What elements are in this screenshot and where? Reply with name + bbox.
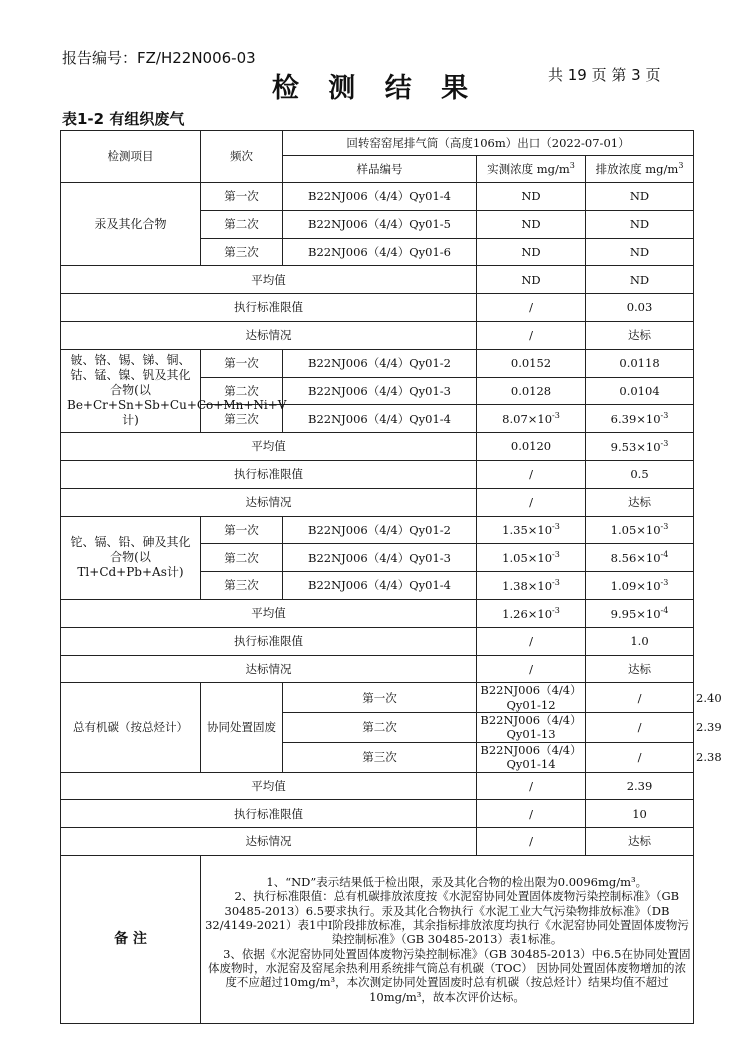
standard-limit-label: 执行标准限值 <box>61 627 477 655</box>
table-caption: 表1-2 有组织废气 <box>62 110 185 128</box>
remark-line: 2、执行标准限值：总有机碳排放浓度按《水泥窑协同处置固体废物污染控制标准》（GB 30485-2013）6.5要求执行。汞及其化合物执行《水泥工业大气污染物排放标准》（DB 32/4149-2021）表1中Ⅰ阶段排放标准，其余指标排放浓度均执行《水泥窑协同处置固体废物污染控制标准》（GB 30485-2013）表1标准。 <box>205 889 689 947</box>
sample-id: B22NJ006（4/4）Qy01-5 <box>283 210 477 238</box>
measured-value: / <box>586 742 694 772</box>
standard-limit-measured: / <box>477 627 586 655</box>
measured-value: $8.07\times 10^{-3}$ <box>477 405 586 433</box>
measured-value: / <box>586 713 694 743</box>
measured-value: ND <box>477 238 586 266</box>
sample-id: B22NJ006（4/4）Qy01-3 <box>283 377 477 405</box>
table-row <box>61 516 694 544</box>
page-count: 共 19 页 第 3 页 <box>548 66 661 84</box>
table-row <box>61 321 694 349</box>
sample-id: B22NJ006（4/4）Qy01-2 <box>283 349 477 377</box>
emission-value: ND <box>586 210 694 238</box>
emission-value: ND <box>586 183 694 211</box>
standard-limit-measured: / <box>477 800 586 828</box>
table-row: 总有机碳（按总烃计） 协同处置固废 第一次 B22NJ006（4/4）Qy01-12 / 2.40 <box>61 683 694 713</box>
compliance-emission: 达标 <box>586 828 694 856</box>
emission-value: $1.09\times 10^{-3}$ <box>586 572 694 600</box>
standard-limit-label: 执行标准限值 <box>61 294 477 322</box>
test-item: 汞及其化合物 <box>61 183 201 266</box>
sample-id: B22NJ006（4/4）Qy01-4 <box>283 405 477 433</box>
table-row <box>61 460 694 488</box>
frequency: 第一次 <box>201 349 283 377</box>
remarks-row <box>61 855 694 1023</box>
table-row <box>61 627 694 655</box>
table-row <box>61 800 694 828</box>
frequency: 第三次 <box>201 572 283 600</box>
frequency: 第二次 <box>283 713 477 743</box>
header-frequency: 频次 <box>201 131 283 183</box>
compliance-measured: / <box>477 488 586 516</box>
table-row <box>61 772 694 800</box>
average-emission: $9.53\times 10^{-3}$ <box>586 433 694 461</box>
table-row <box>61 488 694 516</box>
compliance-label: 达标情况 <box>61 828 477 856</box>
sample-id: B22NJ006（4/4）Qy01-6 <box>283 238 477 266</box>
emission-value: $8.56\times 10^{-4}$ <box>586 544 694 572</box>
table-row <box>61 828 694 856</box>
remarks-content <box>201 855 694 1023</box>
frequency: 第一次 <box>201 183 283 211</box>
table-row <box>61 294 694 322</box>
table-row <box>61 655 694 683</box>
average-measured: / <box>477 772 586 800</box>
header-source: 回转窑窑尾排气筒（高度106m）出口（2022-07-01） <box>283 131 694 156</box>
measured-value: $1.05\times 10^{-3}$ <box>477 544 586 572</box>
page-title: 检 测 结 果 <box>271 73 479 104</box>
compliance-measured: / <box>477 321 586 349</box>
compliance-label: 达标情况 <box>61 655 477 683</box>
average-measured: $1.26\times 10^{-3}$ <box>477 599 586 627</box>
compliance-emission: 达标 <box>586 321 694 349</box>
emission-value: $6.39\times 10^{-3}$ <box>586 405 694 433</box>
standard-limit-emission: 0.5 <box>586 460 694 488</box>
standard-limit-measured: / <box>477 294 586 322</box>
measured-value: $1.38\times 10^{-3}$ <box>477 572 586 600</box>
table-row <box>61 433 694 461</box>
report-number: 报告编号：FZ/H22N006-03 <box>62 49 256 67</box>
table-row <box>61 183 694 211</box>
average-emission: $9.95\times 10^{-4}$ <box>586 599 694 627</box>
average-measured: 0.0120 <box>477 433 586 461</box>
average-label: 平均值 <box>61 266 477 294</box>
frequency: 第三次 <box>201 238 283 266</box>
remark-line: 1、“ND”表示结果低于检出限，汞及其化合物的检出限为0.0096mg/m³。 <box>266 874 648 889</box>
sample-id: B22NJ006（4/4）Qy01-4 <box>283 183 477 211</box>
sample-id: B22NJ006（4/4）Qy01-12 <box>477 683 586 713</box>
sample-id: B22NJ006（4/4）Qy01-14 <box>477 742 586 772</box>
sample-id: B22NJ006（4/4）Qy01-4 <box>283 572 477 600</box>
standard-limit-label: 执行标准限值 <box>61 800 477 828</box>
standard-limit-emission: 10 <box>586 800 694 828</box>
remark-line: 3、依据《水泥窑协同处置固体废物污染控制标准》（GB 30485-2013）中6.5在协同处置固体废物时，水泥窑及窑尾余热利用系统排气筒总有机碳（TOC） 因协同处置固体废物增加的浓度不应超过10mg/m³，本次测定协同处置固废时总有机碳（按总烃计）结果均值不超过10mg/m³，故本次评价达标。 <box>207 946 691 1004</box>
header-item: 检测项目 <box>61 131 201 183</box>
table-row: 第三次 B22NJ006（4/4）Qy01-14 / 2.38 <box>61 742 694 772</box>
emission-value: 0.0118 <box>586 349 694 377</box>
table-row: 第二次 B22NJ006（4/4）Qy01-13 / 2.39 <box>61 713 694 743</box>
table-row <box>61 266 694 294</box>
sample-id: B22NJ006（4/4）Qy01-3 <box>283 544 477 572</box>
test-item: 铊、镉、铅、砷及其化合物(以Tl+Cd+Pb+As计) <box>61 516 201 599</box>
compliance-emission: 达标 <box>586 655 694 683</box>
frequency: 第二次 <box>201 210 283 238</box>
remarks-label: 备 注 <box>61 855 201 1023</box>
header-sample-id: 样品编号 <box>283 156 477 183</box>
frequency: 第二次 <box>201 377 283 405</box>
average-label: 平均值 <box>61 433 477 461</box>
measured-value: ND <box>477 210 586 238</box>
table-row <box>61 349 694 377</box>
standard-limit-emission: 1.0 <box>586 627 694 655</box>
measured-value: 0.0152 <box>477 349 586 377</box>
toc-sub-item: 协同处置固废 <box>201 683 283 772</box>
toc-item: 总有机碳（按总烃计） <box>61 683 201 772</box>
standard-limit-label: 执行标准限值 <box>61 460 477 488</box>
sample-id: B22NJ006（4/4）Qy01-13 <box>477 713 586 743</box>
average-measured: ND <box>477 266 586 294</box>
header-measured: 实测浓度 $mg/m^3$ <box>477 156 586 183</box>
frequency: 第三次 <box>201 405 283 433</box>
table-row <box>61 599 694 627</box>
standard-limit-measured: / <box>477 460 586 488</box>
frequency: 第二次 <box>201 544 283 572</box>
average-emission: 2.39 <box>586 772 694 800</box>
frequency: 第一次 <box>201 516 283 544</box>
compliance-measured: / <box>477 655 586 683</box>
compliance-label: 达标情况 <box>61 321 477 349</box>
frequency: 第三次 <box>283 742 477 772</box>
average-label: 平均值 <box>61 772 477 800</box>
emission-value: ND <box>586 238 694 266</box>
measured-value: 0.0128 <box>477 377 586 405</box>
results-table <box>60 130 722 1024</box>
header-emission: 排放浓度 $mg/m^3$ <box>586 156 694 183</box>
sample-id: B22NJ006（4/4）Qy01-2 <box>283 516 477 544</box>
standard-limit-emission: 0.03 <box>586 294 694 322</box>
test-item: 铍、铬、锡、锑、铜、钴、锰、镍、钒及其化合物(以Be+Cr+Sn+Sb+Cu+Co+Mn+Ni+V计) <box>61 349 201 432</box>
compliance-measured: / <box>477 828 586 856</box>
measured-value: / <box>586 683 694 713</box>
average-emission: ND <box>586 266 694 294</box>
emission-value: $1.05\times 10^{-3}$ <box>586 516 694 544</box>
frequency: 第一次 <box>283 683 477 713</box>
average-label: 平均值 <box>61 599 477 627</box>
measured-value: $1.35\times 10^{-3}$ <box>477 516 586 544</box>
emission-value: 0.0104 <box>586 377 694 405</box>
compliance-emission: 达标 <box>586 488 694 516</box>
compliance-label: 达标情况 <box>61 488 477 516</box>
measured-value: ND <box>477 183 586 211</box>
